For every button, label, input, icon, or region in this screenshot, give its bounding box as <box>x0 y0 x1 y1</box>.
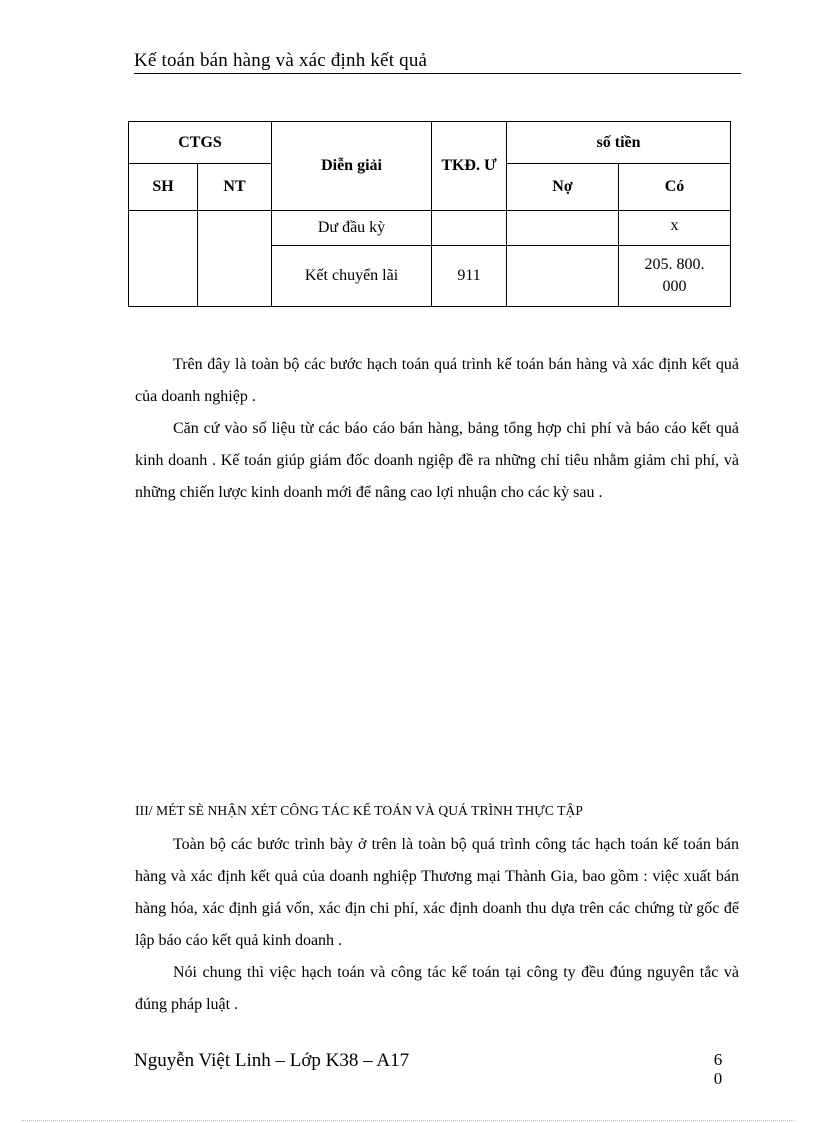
cell-no <box>507 246 619 307</box>
cell-no <box>507 211 619 246</box>
page-number <box>708 1050 728 1088</box>
paragraph-overview-text: Toàn bộ các bước trình bày ở trên là toàn bộ quá trình công tác hạch toán kế toán bán hàng và xác định kết quả của doanh nghiệp Thương mại Thành Gia, bao gồm : việc xuất bán hàng hóa, xác định giá vốn, xác địn chi phí, xác định doanh thu dựa trên các chứng từ gốc để lập báo cáo kết quả kinh doanh . <box>135 836 739 949</box>
section-heading: III/ MÉT SÈ NHẬN XÉT CÔNG TÁC KẾ TOÁN VÀ QUÁ TRÌNH THỰC TẬP <box>135 803 584 818</box>
cell-dien-giai: Dư đầu kỳ <box>272 211 432 246</box>
header-so-tien: số tiền <box>507 122 731 164</box>
cell-nt <box>198 211 272 307</box>
page-number-digit: 6 <box>713 1050 723 1069</box>
page-number-digit: 0 <box>713 1069 723 1088</box>
cell-dien-giai: Kết chuyển lãi <box>272 246 432 307</box>
header-no: Nợ <box>507 164 619 211</box>
paragraph-summary <box>135 349 739 413</box>
paragraph-summary-text: Trên đây là toàn bộ các bước hạch toán quá trình kế toán bán hàng và xác định kết quả của doanh nghiệp . <box>135 356 739 405</box>
page-header-title: Kế toán bán hàng và xác định kết quả <box>134 50 428 71</box>
header-dien-giai: Diễn giải <box>272 122 432 211</box>
header-ctgs: CTGS <box>129 122 272 164</box>
table-row <box>129 211 731 246</box>
page-bottom-divider <box>22 1120 794 1121</box>
header-sh: SH <box>129 164 198 211</box>
header-tkdu: TKĐ. Ư <box>432 122 507 211</box>
header-divider <box>134 73 741 74</box>
paragraph-conclusion-text: Nói chung thì việc hạch toán và công tác kế toán tại công ty đều đúng nguyên tắc và đúng pháp luật . <box>135 964 739 1013</box>
header-nt: NT <box>198 164 272 211</box>
footer-author: Nguyễn Việt Linh – Lớp K38 – A17 <box>134 1050 410 1071</box>
cell-tkdu <box>432 211 507 246</box>
ledger-table <box>128 121 731 307</box>
paragraph-basis <box>135 413 739 509</box>
cell-co: x <box>619 211 731 246</box>
paragraph-basis-text: Căn cứ vào số liệu từ các báo cáo bán hàng, bảng tổng hợp chi phí và báo cáo kết quả kinh doanh . Kế toán giúp giám đốc doanh ngiệp đề ra những chỉ tiêu nhằm giảm chi phí, và những chiến lược kinh doanh mới để nâng cao lợi nhuận cho các kỳ sau . <box>135 420 739 501</box>
cell-tkdu: 911 <box>432 246 507 307</box>
paragraph-conclusion <box>135 957 739 1021</box>
cell-co: 205. 800. 000 <box>619 246 731 307</box>
header-co: Có <box>619 164 731 211</box>
cell-sh <box>129 211 198 307</box>
paragraph-overview <box>135 829 739 957</box>
